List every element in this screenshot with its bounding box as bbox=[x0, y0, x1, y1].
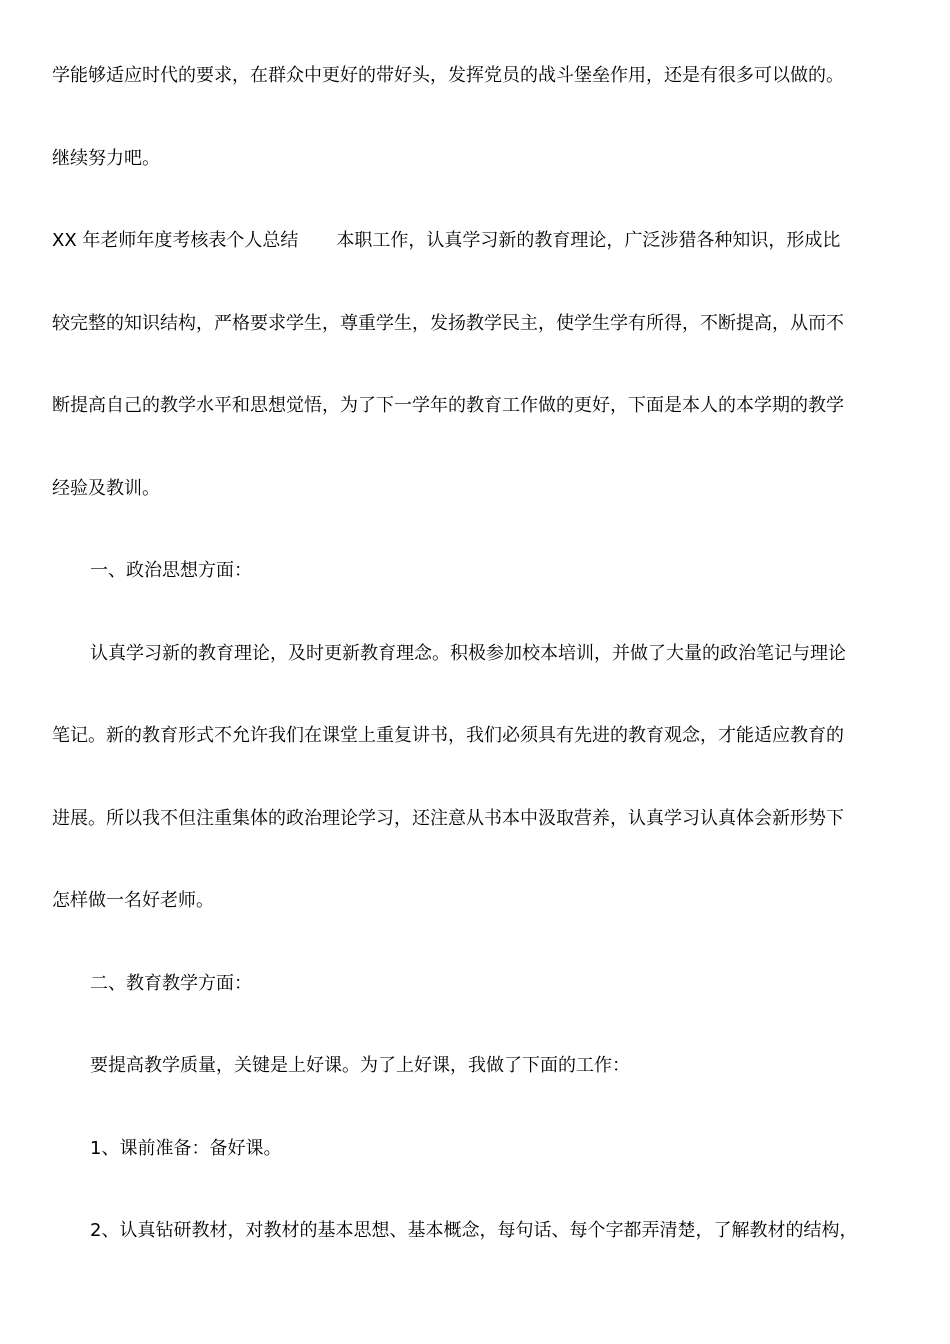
text-line: 继续努力吧。 bbox=[52, 148, 160, 169]
text-line: 断提高自己的教学水平和思想觉悟，为了下一学年的教育工作做的更好，下面是本人的本学期的教学 bbox=[52, 395, 844, 416]
subsection-heading: 一、政治思想方面： bbox=[90, 560, 252, 581]
text-line: 认真学习新的教育理论，及时更新教育理念。积极参加校本培训，并做了大量的政治笔记与理论 bbox=[90, 643, 846, 664]
text-line: 要提高教学质量，关键是上好课。为了上好课，我做了下面的工作： bbox=[90, 1055, 630, 1076]
text-line: 学能够适应时代的要求，在群众中更好的带好头，发挥党员的战斗堡垒作用，还是有很多可以做的。 bbox=[52, 65, 844, 86]
text-line: 怎样做一名好老师。 bbox=[52, 890, 214, 911]
list-item: 2、认真钻研教材，对教材的基本思想、基本概念，每句话、每个字都弄清楚，了解教材的结构， bbox=[90, 1220, 858, 1241]
subsection-heading: 二、教育教学方面： bbox=[90, 973, 252, 994]
text-line: 较完整的知识结构，严格要求学生，尊重学生，发扬教学民主，使学生学有所得，不断提高，从而不 bbox=[52, 313, 844, 334]
text-line: 进展。所以我不但注重集体的政治理论学习，还注意从书本中汲取营养，认真学习认真体会新形势下 bbox=[52, 808, 844, 829]
text-line: 经验及教训。 bbox=[52, 478, 160, 499]
text-segment: 本职工作，认真学习新的教育理论，广泛涉猎各种知识，形成比 bbox=[336, 230, 841, 251]
list-item: 1、课前准备：备好课。 bbox=[90, 1138, 282, 1159]
text-line: 笔记。新的教育形式不允许我们在课堂上重复讲书，我们必须具有先进的教育观念，才能适应教育的 bbox=[52, 725, 844, 746]
section-heading: XX 年老师年度考核表个人总结 bbox=[52, 230, 299, 251]
text-line-with-heading bbox=[52, 229, 840, 253]
